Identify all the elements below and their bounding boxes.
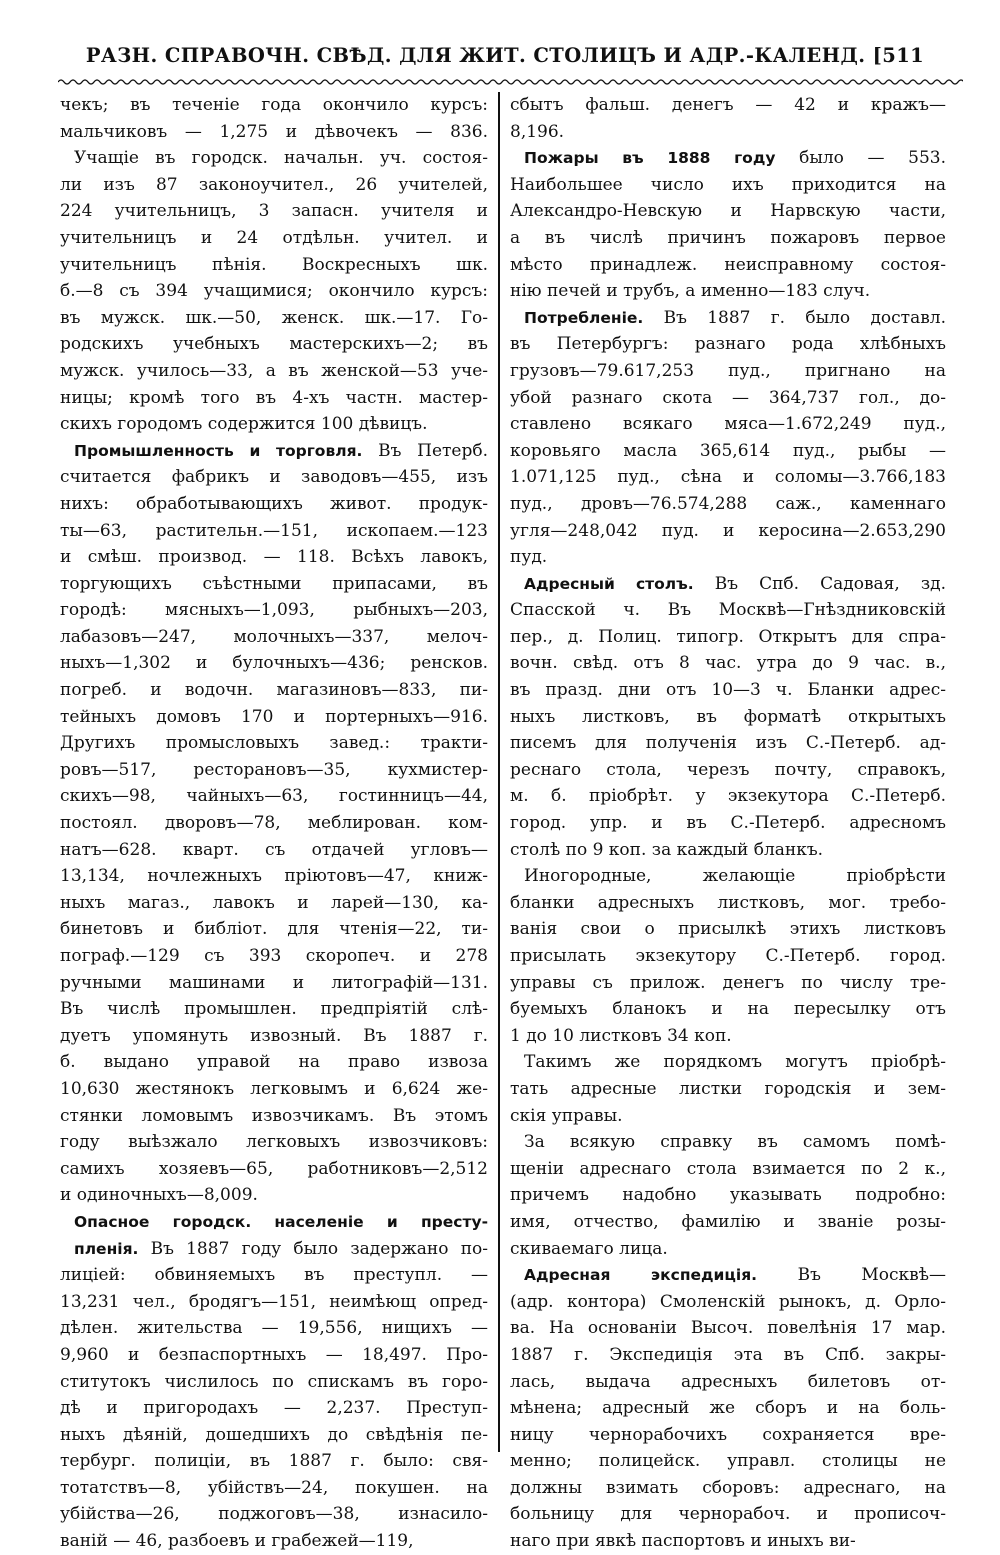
text-line [510, 1156, 946, 1183]
text-line [60, 544, 488, 571]
line-text: стянки ломовымъ извозчикамъ. Въ этомъ [60, 1105, 488, 1126]
text-line [510, 385, 946, 412]
text-line [60, 1475, 488, 1502]
text-line [60, 1289, 488, 1316]
line-text: 13,231 чел., бродягъ—151, неимѣющ опред- [60, 1291, 488, 1312]
text-line [510, 1209, 946, 1236]
line-text: б. выдано управой на право извоза [60, 1052, 488, 1073]
page-number: [511 [872, 44, 925, 67]
line-text: тать адресные листки городскія и зем- [510, 1078, 946, 1099]
line-text: ныхъ листковъ, въ форматѣ открытыхъ [510, 706, 946, 727]
text-line [60, 1262, 488, 1289]
text-line [60, 1342, 488, 1369]
line-text: менно; полицейск. управл. столицы не [510, 1451, 946, 1472]
header-title: РАЗН. СПРАВОЧН. СВѢД. ДЛЯ ЖИТ. СТОЛИЦЪ И АДР.-КАЛЕНД. [85, 44, 866, 67]
text-line [60, 597, 488, 624]
line-text: Александро-Невскую и Нарвскую части, [510, 201, 946, 222]
line-text: (адр. контора) Смоленскій рынокъ, д. Орло- [510, 1291, 946, 1312]
text-line [510, 597, 946, 624]
text-line [510, 837, 946, 864]
text-line [60, 172, 488, 199]
text-line [510, 1528, 946, 1555]
line-text: дѣлен. жительства — 19,556, нищихъ — [60, 1318, 488, 1339]
text-line [60, 1156, 488, 1183]
line-text: 1887 г. Экспедиція эта въ Спб. закры- [510, 1344, 946, 1365]
text-line [60, 730, 488, 757]
text-line [510, 1475, 946, 1502]
line-text: дѣ и пригородахъ — 2,237. Преступ- [60, 1398, 488, 1419]
text-line [60, 1103, 488, 1130]
line-text: должны взимать сборовъ: адреснаго, на [510, 1477, 946, 1498]
line-text: родскихъ учебныхъ мастерскихъ—2; въ [60, 334, 488, 355]
text-line [510, 1422, 946, 1449]
text-line [60, 1448, 488, 1475]
text-line [510, 1262, 946, 1289]
line-text: чекъ; въ теченіе года окончило курсъ: [60, 95, 488, 115]
text-line [510, 1315, 946, 1342]
text-line [510, 677, 946, 704]
text-line [510, 518, 946, 545]
text-line [60, 358, 488, 385]
column-divider [498, 92, 500, 1452]
text-line [60, 916, 488, 943]
line-text: угля—248,042 пуд. и керосина—2.653,290 [510, 520, 946, 541]
text-line [510, 544, 946, 571]
text-line [60, 278, 488, 305]
text-line [510, 1049, 946, 1076]
running-header [55, 44, 955, 67]
text-line [60, 704, 488, 731]
text-line [60, 305, 488, 332]
text-line [510, 890, 946, 917]
line-text: дуетъ упомянуть извозный. Въ 1887 г. [60, 1025, 488, 1046]
line-text: Въ Спб. Садовая, зд. [693, 573, 946, 594]
line-text: тейныхъ домовъ 170 и портерныхъ—916. [60, 706, 488, 727]
line-text: Иногородные, желающіе пріобрѣсти [524, 866, 946, 887]
line-text: натъ—628. кварт. съ отдачей угловъ— [60, 839, 488, 860]
line-text: тербург. полиціи, въ 1887 г. было: свя- [60, 1451, 488, 1472]
text-line [510, 757, 946, 784]
line-text: ницы; кромѣ того въ 4-хъ частн. мастер- [60, 387, 488, 408]
line-text: щеніи адреснаго стола взимается по 2 к., [510, 1158, 946, 1179]
text-line [510, 1369, 946, 1396]
line-text: и одиночныхъ—8,009. [60, 1185, 258, 1206]
line-text: Въ Петерб. [362, 440, 488, 461]
text-line [60, 331, 488, 358]
text-line [60, 225, 488, 252]
right-column [510, 92, 946, 1555]
line-text: ровъ—517, ресторановъ—35, кухмистер- [60, 759, 488, 780]
line-text: ванія свои о присылкѣ этихъ листковъ [510, 919, 946, 940]
line-text: 9,960 и безпаспортныхъ — 18,497. Про- [60, 1344, 488, 1365]
line-text: было — 553. [775, 148, 946, 169]
line-text: 8,196. [510, 121, 565, 142]
line-text: мальчиковъ — 1,275 и дѣвочекъ — 836. [60, 121, 488, 142]
section-heading: Опасное городск. населеніе и престу- [74, 1212, 488, 1231]
text-line [510, 996, 946, 1023]
line-text: а въ числѣ причинъ пожаровъ первое [510, 227, 946, 248]
line-text: ститутокъ числилось по спискамъ въ горо- [60, 1371, 488, 1392]
line-text: постоял. дворовъ—78, меблирован. ком- [60, 813, 488, 834]
line-text: Учащіе въ городск. начальн. уч. состоя- [74, 148, 488, 169]
text-line [60, 1023, 488, 1050]
text-line [60, 1129, 488, 1156]
text-line [60, 198, 488, 225]
text-line [60, 863, 488, 890]
text-line [510, 464, 946, 491]
text-line [510, 1289, 946, 1316]
line-text: грузовъ—79.617,253 пуд., пригнано на [510, 360, 946, 381]
line-text: сбытъ фальш. денегъ — 42 и кражъ— [510, 95, 946, 115]
line-text: ныхъ магаз., лавокъ и ларей—130, ка- [60, 892, 488, 913]
line-text: погреб. и водочн. магазиновъ—833, пи- [60, 680, 488, 701]
text-line [60, 1076, 488, 1103]
line-text: ва. На основаніи Высоч. повелѣнія 17 мар. [510, 1318, 946, 1339]
line-text: буемыхъ бланокъ и на пересылку отъ [510, 999, 946, 1020]
line-text: тотатствъ—8, убійствъ—24, покушен. на [60, 1477, 488, 1498]
line-text: реснаго стола, черезъ почту, справокъ, [510, 759, 946, 780]
line-text: б.—8 съ 394 учащимися; окончило курсъ: [60, 281, 488, 302]
section-heading: Потребленіе. [524, 308, 644, 327]
line-text: больницу для чернорабоч. и прописоч- [510, 1504, 946, 1525]
line-text: лась, выдача адресныхъ билетовъ от- [510, 1371, 946, 1392]
line-text: ручными машинами и литографій—131. [60, 972, 488, 993]
text-line [60, 1369, 488, 1396]
text-line [510, 331, 946, 358]
text-line [60, 1395, 488, 1422]
line-text: причемъ надобно указывать подробно: [510, 1185, 946, 1206]
line-text: За всякую справку въ самомъ помѣ- [524, 1132, 946, 1153]
line-text: въ мужск. шк.—50, женск. шк.—17. Го- [60, 307, 488, 328]
left-column [60, 92, 488, 1555]
line-text: считается фабрикъ и заводовъ—455, изъ [60, 467, 488, 488]
line-text: году выѣзжало легковыхъ извозчиковъ: [60, 1132, 488, 1153]
text-line [60, 810, 488, 837]
text-line [60, 145, 488, 172]
line-text: лиціей: обвиняемыхъ въ преступл. — [60, 1265, 488, 1286]
line-text: 224 учительницъ, 3 запасн. учителя и [60, 201, 488, 222]
line-text: убійства—26, поджоговъ—38, изнасило- [60, 1504, 488, 1525]
line-text: ставлено всякаго мяса—1.672,249 пуд., [510, 414, 946, 435]
text-line [60, 890, 488, 917]
text-line [60, 1528, 488, 1555]
text-line [510, 438, 946, 465]
text-line [510, 916, 946, 943]
line-text: Въ 1887 году было задержано по- [138, 1238, 488, 1259]
line-text: бинетовъ и библіот. для чтенія—22, ти- [60, 919, 488, 940]
text-line [510, 278, 946, 305]
text-line [510, 1103, 946, 1130]
text-line [60, 438, 488, 465]
text-line [60, 252, 488, 279]
line-text: убой разнаго скота — 364,737 гол., до- [510, 387, 946, 408]
line-text: Наибольшее число ихъ приходится на [510, 174, 946, 195]
text-line [510, 305, 946, 332]
text-line [510, 783, 946, 810]
text-line [510, 943, 946, 970]
text-line [60, 1501, 488, 1528]
line-text: Другихъ промысловыхъ завед.: тракти- [60, 733, 488, 754]
text-line [510, 1395, 946, 1422]
line-text: нію печей и трубъ, а именно—183 случ. [510, 281, 871, 302]
text-line [60, 996, 488, 1023]
text-line [510, 650, 946, 677]
line-text: пограф.—129 съ 393 скоропеч. и 278 [60, 946, 488, 966]
text-line [510, 225, 946, 252]
text-line [60, 677, 488, 704]
line-text: ницу чернорабочихъ сохраняется вре- [510, 1424, 946, 1445]
line-text: въ Петербургъ: разнаго рода хлѣбныхъ [510, 334, 946, 355]
line-text: Въ числѣ промышлен. предпріятій слѣ- [60, 999, 488, 1020]
line-text: Въ 1887 г. было доставл. [643, 307, 946, 328]
line-text: присылать экзекутору С.-Петерб. город. [510, 946, 946, 966]
line-text: скихъ городомъ содержится 100 дѣвицъ. [60, 414, 428, 435]
text-line [60, 943, 488, 970]
line-text: вочн. свѣд. отъ 8 час. утра до 9 час. в., [510, 653, 946, 674]
line-text: м. б. пріобрѣт. у экзекутора С.-Петерб. [510, 786, 946, 807]
line-text: и смѣш. производ. — 118. Всѣхъ лавокъ, [60, 547, 488, 568]
line-text: скиваемаго лица. [510, 1238, 668, 1259]
section-heading: Адресный столъ. [524, 574, 694, 593]
text-line [60, 1209, 488, 1236]
line-text: город. упр. и въ С.-Петерб. адресномъ [510, 813, 946, 834]
text-line [510, 1023, 946, 1050]
text-line [60, 837, 488, 864]
text-line [60, 783, 488, 810]
text-line [510, 810, 946, 837]
line-text: коровьяго масла 365,614 пуд., рыбы — [510, 440, 946, 461]
line-text: бланки адресныхъ листковъ, мог. требо- [510, 892, 946, 913]
line-text: самихъ хозяевъ—65, работниковъ—2,512 [60, 1158, 488, 1179]
line-text: мѣсто принадлеж. неисправному состоя- [510, 254, 946, 275]
text-line [60, 119, 488, 146]
line-text: ныхъ дѣяній, дошедшихъ до свѣдѣнія пе- [60, 1424, 488, 1445]
text-line [60, 757, 488, 784]
text-line [60, 624, 488, 651]
line-text: Спасской ч. Въ Москвѣ—Гнѣздниковскій [510, 600, 946, 621]
line-text: 1.071,125 пуд., сѣна и соломы—3.766,183 [510, 467, 946, 488]
line-text: управы съ прилож. денегъ по числу тре- [510, 972, 946, 993]
text-line [60, 1049, 488, 1076]
text-line [510, 624, 946, 651]
text-line [510, 252, 946, 279]
line-text: торгующихъ съѣстными припасами, въ [60, 573, 488, 594]
text-line [60, 1236, 488, 1263]
text-line [510, 571, 946, 598]
text-line [510, 172, 946, 199]
line-text: 10,630 жестянокъ легковымъ и 6,624 же- [60, 1078, 488, 1099]
text-line [510, 119, 946, 146]
text-line [510, 1182, 946, 1209]
line-text: пуд. [510, 547, 548, 568]
text-line [60, 491, 488, 518]
text-line [510, 1236, 946, 1263]
line-text: скихъ—98, чайныхъ—63, гостинницъ—44, [60, 786, 488, 807]
text-line [60, 1315, 488, 1342]
line-text: 1 до 10 листковъ 34 коп. [510, 1025, 732, 1046]
text-line [60, 92, 488, 119]
line-text: ваній — 46, разбоевъ и грабежей—119, [60, 1531, 414, 1552]
line-text: учительницъ пѣнія. Воскресныхъ шк. [60, 254, 488, 275]
text-line [510, 704, 946, 731]
line-text: мѣнена; адресный же сборъ и на боль- [510, 1398, 946, 1419]
line-text: пуд., дровъ—76.574,288 саж., каменнаго [510, 493, 946, 514]
line-text: учительницъ и 24 отдѣльн. учител. и [60, 227, 488, 248]
line-text: нихъ: обработывающихъ живот. продук- [60, 493, 488, 514]
text-line [510, 1342, 946, 1369]
line-text: ныхъ—1,302 и булочныхъ—436; ренсков. [60, 653, 488, 674]
section-heading: Промышленность и торговля. [74, 441, 363, 460]
text-line [60, 385, 488, 412]
text-line [510, 92, 946, 119]
text-line [60, 411, 488, 438]
line-text: Такимъ же порядкомъ могутъ пріобрѣ- [524, 1052, 946, 1073]
line-text: лабазовъ—247, молочныхъ—337, мелоч- [60, 626, 488, 647]
text-line [510, 198, 946, 225]
line-text: городѣ: мясныхъ—1,093, рыбныхъ—203, [60, 600, 488, 621]
text-line [60, 571, 488, 598]
line-text: писемъ для полученія изъ С.-Петерб. ад- [510, 733, 946, 754]
line-text: мужск. училось—33, а въ женской—53 уче- [60, 360, 488, 381]
text-line [510, 491, 946, 518]
text-line [60, 518, 488, 545]
text-line [60, 650, 488, 677]
line-text: 13,134, ночлежныхъ пріютовъ—47, книж- [60, 866, 488, 887]
line-text: скія управы. [510, 1105, 623, 1126]
wavy-rule [58, 77, 963, 87]
text-line [60, 970, 488, 997]
text-line [510, 145, 946, 172]
line-text: имя, отчество, фамилію и званіе розы- [510, 1211, 946, 1232]
section-heading: пленія. [74, 1239, 139, 1258]
text-line [510, 358, 946, 385]
line-text: ли изъ 87 законоучител., 26 учителей, [60, 174, 488, 195]
text-line [510, 1129, 946, 1156]
line-text: Въ Москвѣ— [757, 1265, 946, 1286]
line-text: столѣ по 9 коп. за каждый бланкъ. [510, 839, 824, 860]
section-heading: Пожары въ 1888 году [524, 149, 776, 168]
section-heading: Адресная экспедиція. [524, 1266, 758, 1285]
text-line [510, 411, 946, 438]
text-line [60, 1182, 488, 1209]
line-text: пер., д. Полиц. типогр. Открытъ для спра- [510, 626, 946, 647]
text-line [510, 730, 946, 757]
line-text: наго при явкѣ паспортовъ и иныхъ ви- [510, 1531, 856, 1552]
text-line [60, 1422, 488, 1449]
text-line [510, 1501, 946, 1528]
text-line [60, 464, 488, 491]
line-text: въ празд. дни отъ 10—3 ч. Бланки адрес- [510, 680, 946, 701]
text-line [510, 1076, 946, 1103]
text-line [510, 863, 946, 890]
text-line [510, 970, 946, 997]
text-line [510, 1448, 946, 1475]
line-text: ты—63, растительн.—151, ископаем.—123 [60, 520, 488, 541]
